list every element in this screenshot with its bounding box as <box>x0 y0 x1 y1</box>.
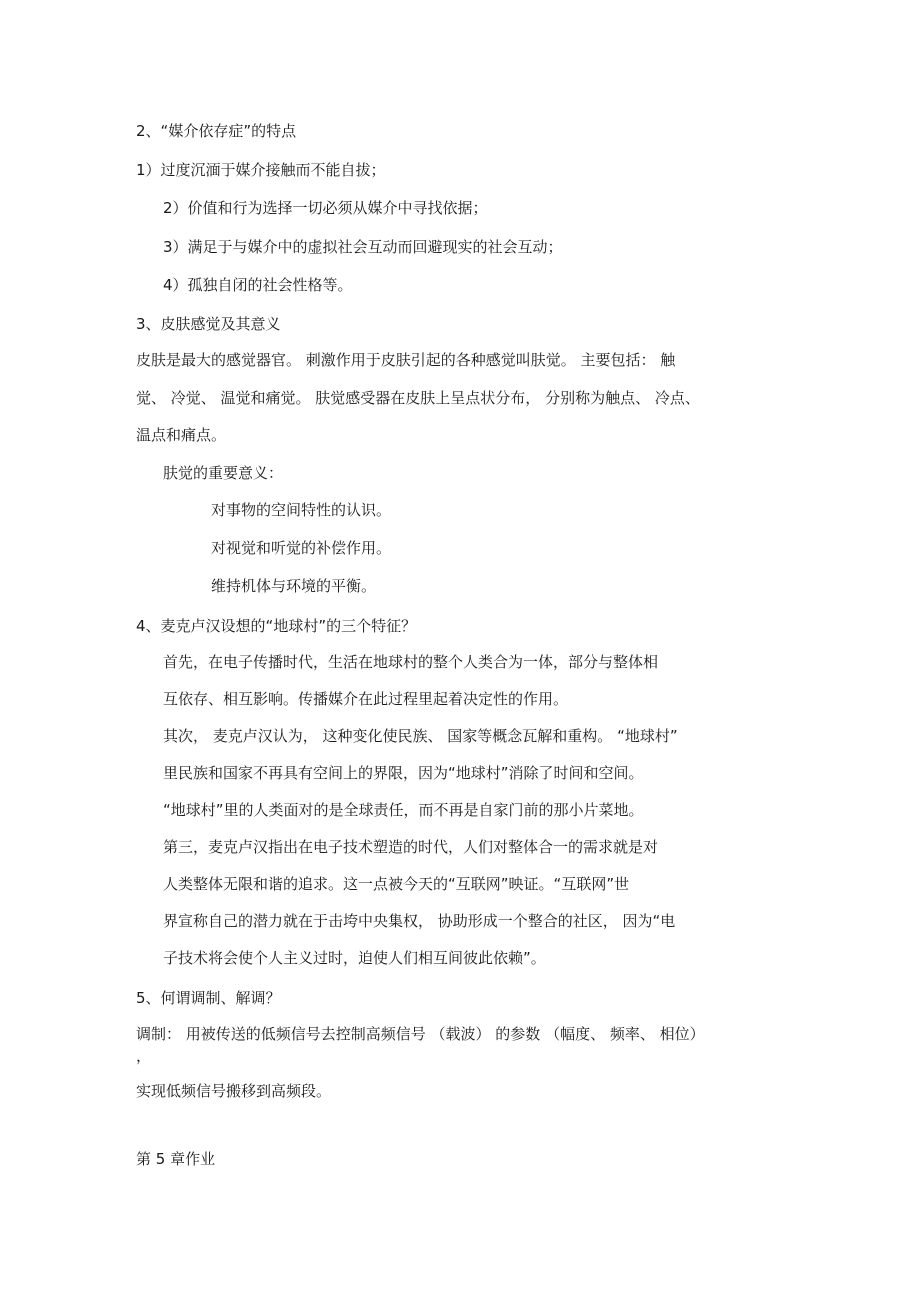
s2-item-2: 2）价值和行为选择一切必须从媒介中寻找依据； <box>163 199 488 217</box>
s2-item-4: 4）孤独自闭的社会性格等。 <box>163 276 353 294</box>
s3-significance-item-1: 对事物的空间特性的认识。 <box>211 501 392 519</box>
s4-line-6: 第三，麦克卢汉指出在电子技术塑造的时代，人们对整体合一的需求就是对 <box>163 838 659 856</box>
s3-significance-item-3: 维持机体与环境的平衡。 <box>211 577 377 595</box>
s3-significance-item-2: 对视觉和听觉的补偿作用。 <box>211 539 392 557</box>
s4-line-2: 互依存、相互影响。传播媒介在此过程里起着决定性的作用。 <box>163 690 569 708</box>
s5-modulation-line-2: 实现低频信号搬移到高频段。 <box>136 1082 332 1100</box>
s3-para-line-1: 皮肤是最大的感觉器官。 刺激作用于皮肤引起的各种感觉叫肤觉。 主要包括： 触 <box>136 351 676 369</box>
s3-significance-title: 肤觉的重要意义： <box>163 464 284 482</box>
chapter-heading: 第 5 章作业 <box>136 1150 216 1168</box>
section-2-heading: 2、“媒介依存症”的特点 <box>136 122 297 140</box>
section-3-heading: 3、皮肤感觉及其意义 <box>136 315 281 333</box>
s4-line-4: 里民族和国家不再具有空间上的界限，因为“地球村”消除了时间和空间。 <box>163 764 644 782</box>
s2-item-3: 3）满足于与媒介中的虚拟社会互动而回避现实的社会互动； <box>163 238 563 256</box>
s4-line-1: 首先，在电子传播时代，生活在地球村的整个人类合为一体，部分与整体相 <box>163 653 659 671</box>
section-5-heading: 5、何谓调制、解调？ <box>136 989 281 1007</box>
s4-line-3: 其次， 麦克卢汉认为， 这种变化使民族、 国家等概念瓦解和重构。 “地球村” <box>163 727 678 745</box>
s2-item-1: 1）过度沉湎于媒介接触而不能自拔； <box>136 161 386 179</box>
s5-modulation-line: 调制： 用被传送的低频信号去控制高频信号 （载波） 的参数 （幅度、 频率、 相位） <box>136 1025 705 1043</box>
s4-line-7: 人类整体无限和谐的追求。这一点被今天的“互联网”映证。“互联网”世 <box>163 875 630 893</box>
s3-para-line-3: 温点和痛点。 <box>136 426 227 444</box>
s5-comma: ， <box>136 1047 152 1065</box>
s4-line-5: “地球村”里的人类面对的是全球责任，而不再是自家门前的那小片菜地。 <box>163 801 644 819</box>
s4-line-9: 子技术将会使个人主义过时，迫使人们相互间彼此依赖”。 <box>163 949 546 967</box>
section-4-heading: 4、麦克卢汉设想的“地球村”的三个特征？ <box>136 617 417 635</box>
s4-line-8: 界宣称自己的潜力就在于击垮中央集权， 协助形成一个整合的社区， 因为“电 <box>163 912 676 930</box>
s3-para-line-2: 觉、 冷觉、 温觉和痛觉。 肤觉感受器在皮肤上呈点状分布， 分别称为触点、 冷点、 <box>136 389 700 407</box>
